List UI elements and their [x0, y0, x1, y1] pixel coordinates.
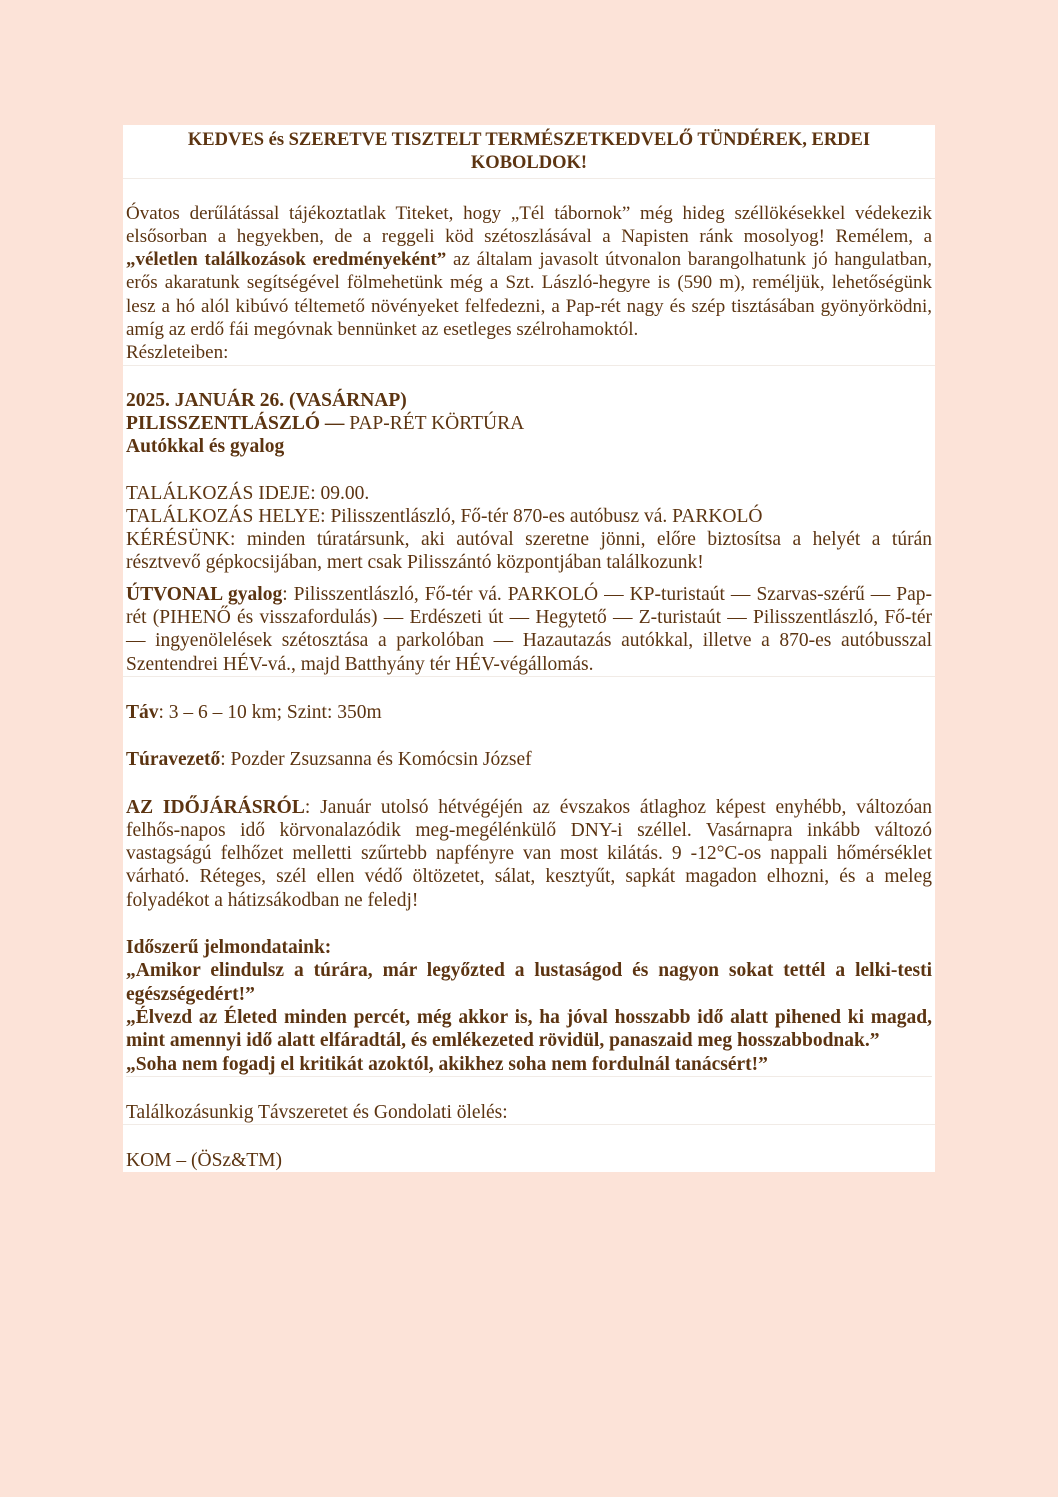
details-label: Részleteiben: [123, 341, 935, 365]
guide-label: Túravezető [126, 749, 221, 771]
event-place: PILISSZENTLÁSZLÓ — PAP-RÉT KÖRTÚRA [126, 412, 525, 434]
signature: KOM – (ÖSz&TM) [126, 1150, 282, 1172]
event-date: 2025. JANUÁR 26. (VASÁRNAP) [126, 389, 407, 411]
intro-text-1: Óvatos derűlátással tájékoztatlak Titeket, hogy „Tél tábornok” még hideg széllökésekkel védekezik elsősorban a hegyekben, de a reggeli köd szétoszlásával a Napisten ránk mosolyog! Remélem, a [126, 202, 932, 247]
distance-text: : 3 – 6 – 10 km; Szint: 350m [158, 701, 382, 723]
event-header [123, 389, 935, 459]
route-paragraph [123, 583, 935, 677]
meeting-place: TALÁLKOZÁS HELYE: Pilisszentlászló, Fő-tér 870-es autóbusz vá. PARKOLÓ [126, 505, 763, 527]
document-body [123, 125, 935, 1172]
intro-bold-quote: „véletlen találkozások eredményeként” [126, 249, 447, 271]
weather-text: : Január utolsó hétvégéjén az évszakos átlaghoz képest enyhébb, változóan felhős-napos idő körvonalazódik meg-megélénkülő DNY-i széllel. Vasárnapra inkább változó vastagságú felhőzet melletti szűrtebb napfényre van most kilátás. 9 -12°C-os nappali hőmérséklet várható. Réteges, szél ellen védő öltözetet, sálat, kesztyűt, sapkát magadon elhozni, és a meleg folyadékot a hátizsákodban ne feledj! [126, 796, 933, 911]
title-line-1: KEDVES és SZERETVE TISZTELT TERMÉSZETKEDVELŐ TÜNDÉREK, ERDEI [187, 130, 871, 150]
mottos-section [123, 936, 935, 1077]
intro-text-2: az általam javasolt útvonalon barangolhatunk jó hangulatban, erős akaratunk segítségével fölmehetünk még a Szt. László-hegyre is (590 m), reméljük, lehetőségünk lesz a hó alól kibúvó téltemető növényeket felfedezni, a Pap-rét nagy és szép tisztásában gyönyörködni, amíg az erdő fái megóvnak bennünket az esetleges szélrohamoktól. [126, 249, 932, 341]
motto-3: „Soha nem fogadj el kritikát azoktól, akikhez soha nem fordulnál tanácsért!” [126, 1053, 932, 1077]
weather-label: AZ IDŐJÁRÁSRÓL [126, 796, 305, 818]
motto-2: „Élvezd az Életed minden percét, még akkor is, ha jóval hosszabb idő alatt pihened ki magad, mint amennyi idő alatt elfáradtál, és emlékezeted rövidül, panaszaid meg hosszabbodnak.” [126, 1006, 932, 1052]
document-title [123, 125, 935, 179]
meeting-request: KÉRÉSÜNK: minden túratársunk, aki autóval szeretne jönni, előre biztosítsa a helyét a túrán résztvevő gépkocsijában, mert csak Pilisszántó központjában találkozunk! [126, 529, 932, 574]
distance-label: Táv [126, 701, 159, 723]
title-line-2: KOBOLDOK! [470, 153, 588, 174]
meeting-info [123, 482, 935, 575]
guide-line [123, 748, 935, 771]
mottos-heading: Időszerű jelmondataink: [126, 937, 332, 959]
route-label: ÚTVONAL gyalog [126, 583, 283, 605]
weather-paragraph [123, 796, 935, 912]
distance-line [123, 701, 935, 724]
route-text: : Pilisszentlászló, Fő-tér vá. PARKOLÓ — KP-turistaút — Szarvas-szérű — Pap-rét (PIHENŐ és visszafordulás) — Erdészeti út — Hegytető — Z-turistaút — Pilisszentlászló, Fő-tér — ingyenölelések szétosztása a parkolóban — Hazautazás autókkal, illetve a 870-es autóbusszal Szentendrei HÉV-vá., majd Batthyány tér HÉV-végállomás. [126, 583, 932, 675]
meeting-time: TALÁLKOZÁS IDEJE: 09.00. [126, 482, 370, 504]
closing-greeting: Találkozásunkig Távszeretet és Gondolati ölelés: [123, 1101, 935, 1125]
guide-text: : Pozder Zsuzsanna és Komócsin József [220, 749, 532, 771]
motto-1: „Amikor elindulsz a túrára, már legyőzted a lustaságod és nagyon sokat tettél a lelki-testi egészségedért!” [126, 960, 932, 1005]
intro-paragraph [123, 202, 935, 342]
event-mode: Autókkal és gyalog [126, 436, 285, 458]
